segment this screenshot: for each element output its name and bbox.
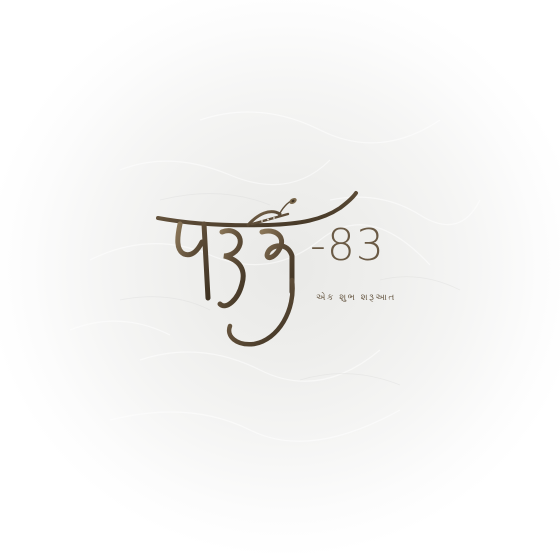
logo-number: -83 bbox=[310, 220, 385, 271]
wordmark-letter-ha bbox=[220, 231, 243, 306]
flute-with-peacock-feather-icon bbox=[252, 197, 298, 224]
wordmark-letter-la bbox=[262, 231, 292, 292]
wordmark-letter-pa bbox=[178, 224, 208, 298]
logo-tagline: એક શુભ શરૂઆત bbox=[316, 293, 396, 303]
